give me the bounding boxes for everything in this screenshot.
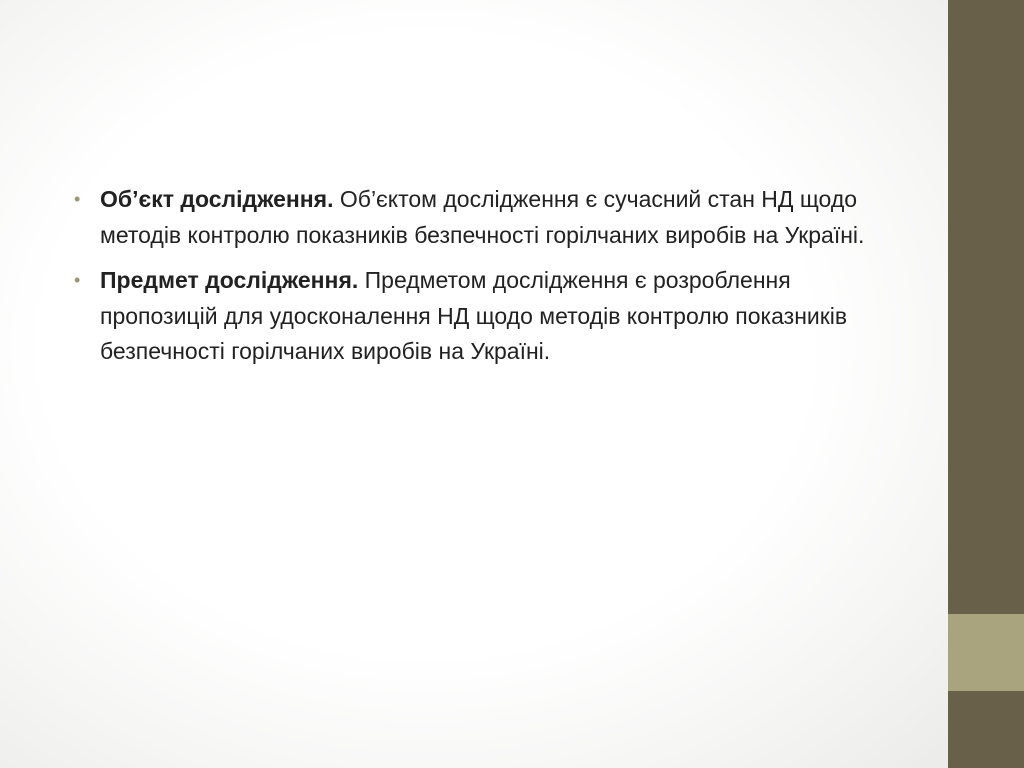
bullet-description: Предметом дослідження є розроблення пропозицій для удосконалення НД щодо методів контролю показників безпечності горілчаних виробів на Україні.: [100, 267, 848, 364]
sidebar-accent-block: [948, 614, 1024, 691]
decorative-sidebar: [948, 0, 1024, 768]
bullet-term: Об’єкт дослідження.: [100, 186, 334, 212]
bullet-text: [100, 263, 872, 370]
bullet-text: [100, 182, 872, 253]
bullet-icon: •: [74, 270, 81, 290]
bullet-list: [72, 182, 872, 380]
bullet-term: Предмет дослідження.: [100, 267, 359, 293]
bullet-icon: •: [74, 189, 81, 209]
bullet-item-object: [72, 182, 872, 253]
bullet-item-subject: [72, 263, 872, 370]
bullet-description: Об’єктом дослідження є сучасний стан НД щодо методів контролю показників безпечності горілчаних виробів на Україні.: [100, 186, 865, 248]
